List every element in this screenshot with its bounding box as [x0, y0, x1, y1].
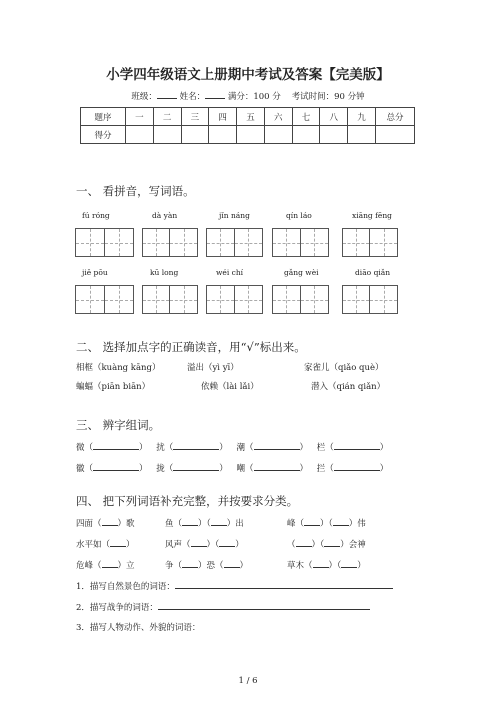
score-header-cell: 一 — [126, 108, 154, 126]
reading-choice[interactable]: 潜入（qián qiǎn） — [311, 382, 386, 392]
idiom-part: ） — [126, 540, 135, 550]
answer-line[interactable] — [158, 600, 370, 610]
reading-choice[interactable]: 家雀儿（qiǎo què） — [304, 363, 384, 373]
idiom-part: 峰（ — [287, 519, 305, 529]
score-header-cell: 题序 — [81, 108, 126, 126]
page-number: 1 / 6 — [238, 676, 258, 686]
idiom-part: 危峰（ — [76, 561, 102, 571]
idiom-row — [76, 537, 135, 550]
idiom-part: 水平如（ — [76, 540, 111, 550]
idiom-part: 争（ — [165, 561, 183, 571]
answer-blank[interactable] — [304, 516, 320, 526]
idiom-part: ） — [239, 561, 249, 571]
char: 拦 — [316, 464, 326, 474]
pinyin: jiě pōu — [82, 268, 108, 277]
full-score: 满分：100 分 — [227, 92, 281, 102]
score-cell[interactable] — [320, 126, 348, 144]
idiom-part: ）（ — [206, 540, 220, 550]
score-row-label: 得分 — [81, 126, 126, 144]
pinyin: fú róng — [82, 211, 110, 220]
answer-blank[interactable] — [254, 440, 300, 450]
answer-blank[interactable] — [296, 537, 312, 547]
answer-blank[interactable] — [334, 461, 380, 471]
score-header-cell: 六 — [264, 108, 292, 126]
answer-blank[interactable] — [254, 461, 300, 471]
idiom-part: 鱼（ — [165, 519, 183, 529]
exam-time: 考试时间：90 分钟 — [291, 92, 365, 102]
idiom-part: ）（ — [328, 561, 342, 571]
section1-title: 一、 看拼音，写词语。 — [76, 184, 195, 198]
answer-blank[interactable] — [219, 537, 235, 547]
classify-question — [76, 621, 200, 633]
score-cell[interactable] — [237, 126, 265, 144]
answer-blank[interactable] — [333, 516, 349, 526]
char-group-row: 徽（ ） 拢（ ） 嘲（ ） 拦（ ） — [76, 461, 388, 474]
class-label: 班级： — [131, 92, 157, 102]
answer-blank[interactable] — [182, 558, 198, 568]
idiom-row — [287, 558, 366, 571]
exam-info — [0, 89, 496, 102]
idiom-part: ）伟 — [348, 519, 366, 529]
idiom-row — [76, 558, 135, 571]
idiom-part: ）恐（ — [198, 561, 224, 571]
answer-blank[interactable] — [324, 537, 340, 547]
answer-blank[interactable] — [341, 558, 357, 568]
idiom-part: ） — [357, 561, 366, 571]
idiom-part: ）（ — [311, 540, 325, 550]
writing-grid[interactable] — [206, 228, 263, 257]
char: 徽 — [76, 464, 85, 474]
char: 微 — [76, 443, 85, 453]
answer-blank[interactable] — [211, 516, 227, 526]
section4-title: 四、 把下列词语补充完整，并按要求分类。 — [76, 494, 299, 508]
reading-choice[interactable]: 蝙蝠（piān biān） — [76, 382, 151, 392]
char: 栏 — [316, 443, 326, 453]
pinyin: gǎng wèi — [284, 268, 319, 277]
answer-blank[interactable] — [191, 537, 207, 547]
classify-question — [76, 579, 393, 592]
pinyin: kū long — [150, 268, 179, 277]
idiom-row — [165, 558, 248, 571]
question-label: 1．描写自然景色的词语： — [76, 582, 175, 592]
idiom-part: （ — [287, 540, 296, 550]
score-table — [80, 107, 415, 144]
writing-grid[interactable] — [206, 285, 263, 314]
answer-blank[interactable] — [224, 558, 240, 568]
score-cell[interactable] — [292, 126, 320, 144]
section2-title: 二、 选择加点字的正确读音，用“√”标出来。 — [76, 340, 306, 354]
idiom-row — [165, 537, 244, 550]
score-cell[interactable] — [126, 126, 154, 144]
idiom-part: 四面（ — [76, 519, 102, 529]
pinyin: xiāng fēng — [352, 211, 392, 220]
score-cell[interactable] — [209, 126, 237, 144]
char: 扰 — [156, 443, 165, 453]
writing-grid[interactable] — [272, 285, 329, 314]
score-header-cell: 九 — [348, 108, 376, 126]
question-label: 2．描写战争的词语： — [76, 603, 158, 613]
answer-blank[interactable] — [102, 558, 118, 568]
score-header-cell: 五 — [237, 108, 265, 126]
name-blank[interactable] — [205, 89, 225, 99]
idiom-part: ）歌 — [117, 519, 135, 529]
pinyin: diāo qiǎn — [355, 268, 391, 277]
idiom-part: ）会神 — [340, 540, 366, 550]
writing-grid[interactable] — [342, 285, 398, 314]
writing-grid[interactable] — [75, 285, 134, 314]
score-cell[interactable] — [264, 126, 292, 144]
answer-blank[interactable] — [313, 558, 329, 568]
idiom-part: 草木（ — [287, 561, 313, 571]
reading-choice[interactable]: 依赖（lài lǎi） — [201, 382, 259, 392]
section3-title: 三、 辨字组词。 — [76, 418, 161, 432]
answer-blank[interactable] — [334, 440, 380, 450]
answer-blank[interactable] — [173, 440, 219, 450]
answer-blank[interactable] — [110, 537, 126, 547]
writing-grid[interactable] — [342, 228, 398, 257]
pinyin: jǐn náng — [219, 211, 250, 220]
pinyin: wéi chí — [216, 268, 244, 277]
score-header-row — [81, 108, 415, 126]
score-header-cell: 八 — [320, 108, 348, 126]
class-blank[interactable] — [157, 89, 177, 99]
writing-grid[interactable] — [142, 228, 198, 257]
answer-blank[interactable] — [173, 461, 219, 471]
score-header-cell: 七 — [292, 108, 320, 126]
score-header-cell: 四 — [209, 108, 237, 126]
pinyin: dà yàn — [152, 211, 178, 220]
idiom-part: ） — [235, 540, 244, 550]
writing-grid[interactable] — [272, 228, 329, 257]
idiom-row — [165, 516, 244, 529]
idiom-row — [287, 537, 366, 550]
idiom-part: ）（ — [198, 519, 211, 529]
answer-blank[interactable] — [93, 461, 139, 471]
reading-choice[interactable]: 溢出（yì yī） — [187, 363, 239, 373]
idiom-part: 风声（ — [165, 540, 191, 550]
char-group-row: 微（ ） 扰（ ） 潮（ ） 栏（ ） — [76, 440, 388, 453]
score-header-cell: 三 — [181, 108, 209, 126]
answer-line[interactable] — [175, 579, 393, 589]
idiom-part: ）立 — [117, 561, 135, 571]
answer-blank[interactable] — [93, 440, 139, 450]
score-cell[interactable] — [348, 126, 376, 144]
reading-choice[interactable]: 相框（kuàng kāng） — [76, 363, 161, 373]
score-cell[interactable] — [153, 126, 181, 144]
char: 嘲 — [236, 464, 245, 474]
char: 潮 — [236, 443, 245, 453]
writing-grid[interactable] — [142, 285, 198, 314]
writing-grid[interactable] — [75, 228, 134, 257]
answer-blank[interactable] — [102, 516, 118, 526]
score-cell[interactable] — [376, 126, 415, 144]
answer-blank[interactable] — [182, 516, 198, 526]
score-header-cell: 总分 — [376, 108, 415, 126]
idiom-part: ）出 — [226, 519, 244, 529]
idiom-row — [287, 516, 366, 529]
idiom-part: ）（ — [320, 519, 333, 529]
pinyin: qín láo — [286, 211, 312, 220]
question-label: 3．描写人物动作、外貌的词语： — [76, 623, 201, 633]
score-header-cell: 二 — [153, 108, 181, 126]
char: 拢 — [156, 464, 165, 474]
page-title: 小学四年级语文上册期中考试及答案【完美版】 — [106, 67, 390, 83]
score-cell[interactable] — [181, 126, 209, 144]
name-label: 姓名： — [179, 92, 206, 102]
idiom-row — [76, 516, 135, 529]
classify-question — [76, 600, 370, 613]
score-row — [81, 126, 415, 144]
